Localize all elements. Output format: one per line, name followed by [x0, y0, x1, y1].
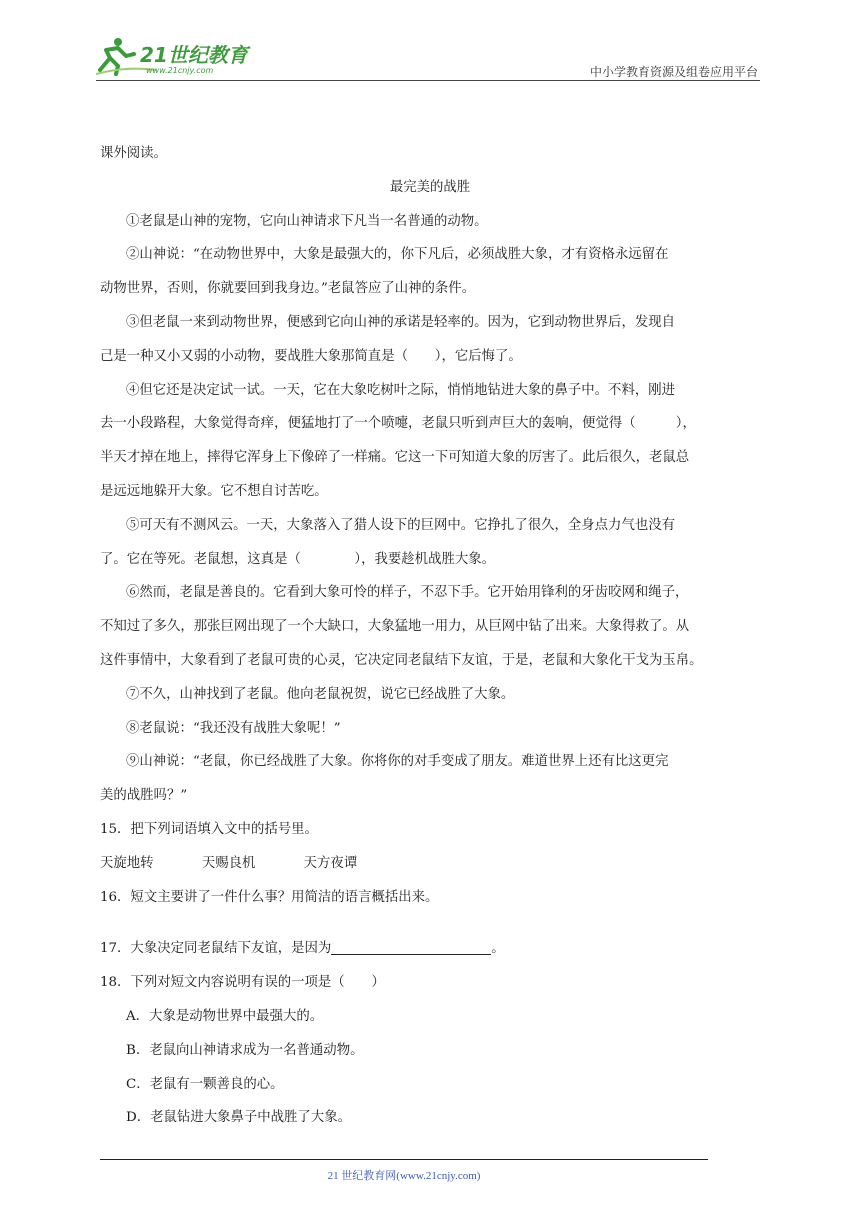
logo-url: www.21cnjy.com [146, 66, 214, 75]
story-title: 最完美的战胜 [389, 179, 471, 195]
paragraph-line: ⑦不久，山神找到了老鼠。他向老鼠祝贺，说它已经战胜了大象。 [126, 686, 515, 702]
intro-text: 课外阅读。 [100, 146, 167, 161]
q15-word: 天赐良机 [201, 855, 256, 871]
paragraph-line: 不知过了多久，那张巨网出现了一个大缺口，大象猛地一用力，从巨网中钻了出来。大象得救了。从 [100, 619, 690, 635]
paragraph-line: 半天才掉在地上，摔得它浑身上下像碎了一样痛。它这一下可知道大象的厉害了。此后很久，老鼠总 [100, 450, 690, 466]
paragraph-line: ⑤可天有不测风云。一天，大象落入了猎人设下的巨网中。它挣扎了很久，全身点力气也没有 [126, 517, 676, 533]
paragraph-line: ④但它还是决定试一试。一天，它在大象吃树叶之际，悄悄地钻进大象的鼻子中。不料，刚进 [126, 382, 676, 398]
paragraph-line: 动物世界，否则，你就要回到我身边。”老鼠答应了山神的条件。 [100, 281, 476, 297]
document-body [100, 137, 760, 1135]
q17-answer-blank[interactable] [331, 940, 491, 955]
paragraph-line: 是远远地躲开大象。它不想自讨苦吃。 [100, 483, 328, 499]
footer-text: 21 世纪教育网(www.21cnjy.com) [327, 1170, 481, 1182]
page-header [96, 30, 760, 81]
paragraph-line: 美的战胜吗？” [100, 788, 188, 804]
paragraph-line: ③但老鼠一来到动物世界，便感到它向山神的承诺是轻率的。因为，它到动物世界后，发现自 [126, 314, 676, 330]
question-17 [100, 932, 760, 966]
paragraph-line: 了。它在等死。老鼠想，这真是（ ），我要趁机战胜大象。 [100, 551, 496, 567]
q18-option-d[interactable]: D．老鼠钻进大象鼻子中战胜了大象。 [126, 1110, 351, 1126]
footer-divider [100, 1159, 708, 1160]
logo-text: 21世纪教育 [140, 43, 248, 67]
story-paragraphs [100, 205, 760, 813]
logo-21cnjy [96, 36, 266, 76]
paragraph-line: ①老鼠是山神的宠物，它向山神请求下凡当一名普通的动物。 [126, 213, 488, 229]
q15-word: 天方夜谭 [303, 855, 358, 871]
q15-word: 天旋地转 [100, 855, 154, 871]
question-15: 15．把下列词语填入文中的括号里。 [100, 821, 318, 837]
paragraph-line: 这件事情中，大象看到了老鼠可贵的心灵，它决定同老鼠结下友谊，于是，老鼠和大象化干戈为玉帛。 [100, 652, 703, 668]
platform-name: 中小学教育资源及组卷应用平台 [589, 65, 758, 79]
q18-option-b[interactable]: B．老鼠向山神请求成为一名普通动物。 [126, 1042, 364, 1058]
paragraph-line: 己是一种又小又弱的小动物，要战胜大象那简直是（ ），它后悔了。 [100, 348, 522, 364]
paragraph-line: ⑧老鼠说：“我还没有战胜大象呢！” [126, 720, 341, 736]
q17-prefix: 17．大象决定同老鼠结下友谊，是因为 [100, 941, 332, 957]
paragraph-line: ⑨山神说：“老鼠，你已经战胜了大象。你将你的对手变成了朋友。难道世界上还有比这更完 [126, 754, 669, 770]
q15-word-bank [100, 847, 760, 881]
q18-option-a[interactable]: A．大象是动物世界中最强大的。 [126, 1008, 324, 1024]
paragraph-line: ⑥然而，老鼠是善良的。它看到大象可怜的样子，不忍下手。它开始用锋利的牙齿咬网和绳子， [126, 585, 689, 601]
paragraph-line: ②山神说：“在动物世界中，大象是最强大的，你下凡后，必须战胜大象，才有资格永远留在 [126, 247, 669, 263]
paragraph-line: 去一小段路程，大象觉得奇痒，便猛地打了一个喷嚏，老鼠只听到声巨大的轰响，便觉得（ ）， [100, 416, 696, 432]
q17-suffix: 。 [491, 941, 505, 957]
question-18: 18．下列对短文内容说明有误的一项是（ ） [100, 975, 385, 991]
q18-option-c[interactable]: C．老鼠有一颗善良的心。 [126, 1076, 284, 1092]
question-16: 16．短文主要讲了一件什么事？用简洁的语言概括出来。 [100, 889, 439, 905]
